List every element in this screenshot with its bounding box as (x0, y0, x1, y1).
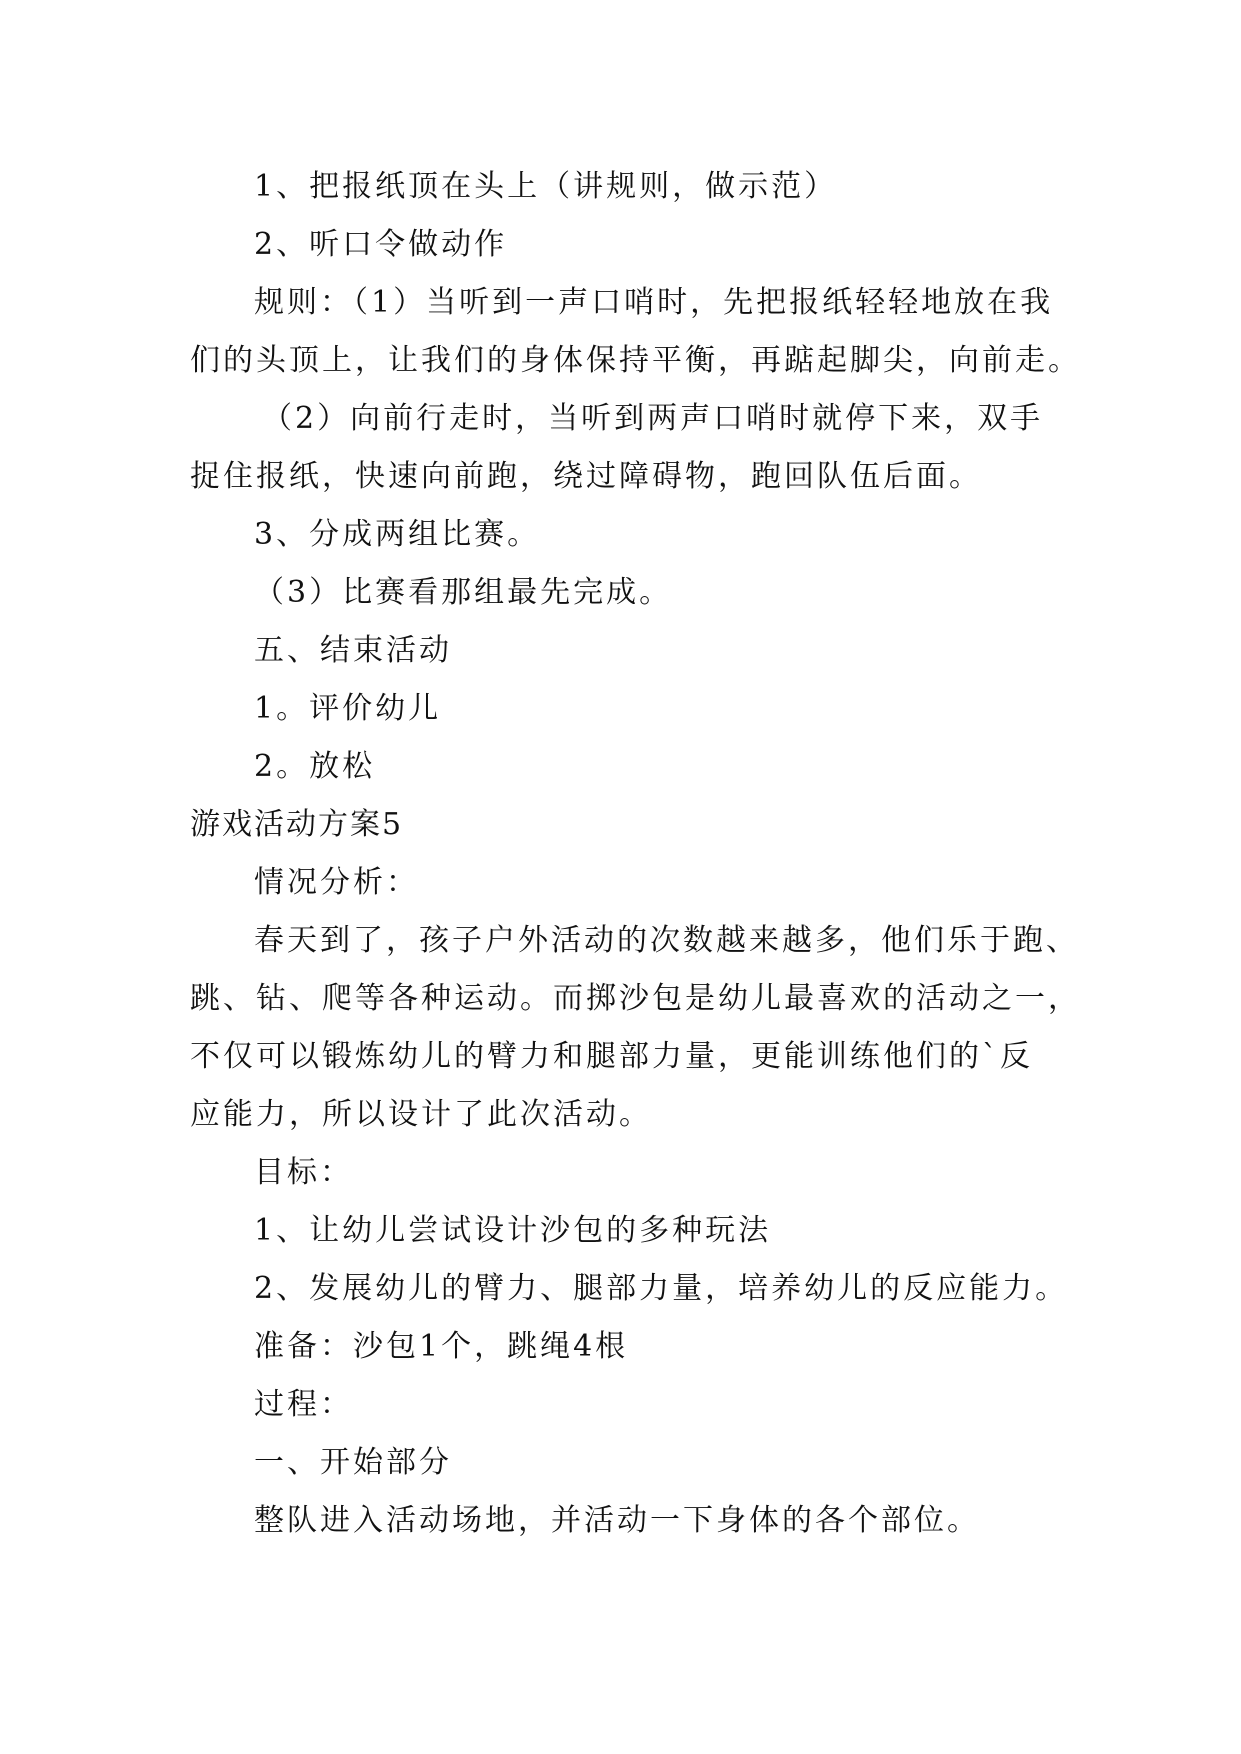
text-line: 2、听口令做动作 (254, 227, 508, 262)
heading-line: 一、开始部分 (254, 1445, 452, 1480)
text-line: 跳、钻、爬等各种运动。而掷沙包是幼儿最喜欢的活动之一， (190, 981, 1081, 1016)
heading-line: 五、结束活动 (254, 633, 452, 668)
text-line: （2）向前行走时，当听到两声口哨时就停下来，双手 (262, 401, 1044, 436)
document-body (190, 158, 1081, 1550)
text-line: 3、分成两组比赛。 (254, 517, 541, 552)
text-line: 应能力，所以设计了此次活动。 (190, 1097, 652, 1132)
text-line: 春天到了，孩子户外活动的次数越来越多，他们乐于跑、 (254, 923, 1079, 958)
text-line: 1。评价幼儿 (254, 691, 442, 726)
heading-line: 目标： (254, 1155, 353, 1190)
text-line: 准备：沙包1个，跳绳4根 (254, 1329, 629, 1364)
text-line: 整队进入活动场地，并活动一下身体的各个部位。 (254, 1503, 980, 1538)
text-line: （3）比赛看那组最先完成。 (254, 575, 673, 610)
section-title: 游戏活动方案5 (190, 807, 404, 842)
heading-line: 情况分析： (254, 865, 419, 900)
text-line: 2、发展幼儿的臂力、腿部力量，培养幼儿的反应能力。 (254, 1271, 1069, 1306)
text-line: 捉住报纸，快速向前跑，绕过障碍物，跑回队伍后面。 (190, 459, 982, 494)
text-line: 规则：（1）当听到一声口哨时，先把报纸轻轻地放在我 (254, 285, 1054, 320)
heading-line: 过程： (254, 1387, 353, 1422)
text-line: 1、把报纸顶在头上（讲规则，做示范） (254, 169, 838, 204)
text-line: 不仅可以锻炼幼儿的臂力和腿部力量，更能训练他们的`反 (190, 1039, 1033, 1074)
text-line: 们的头顶上，让我们的身体保持平衡，再踮起脚尖，向前走。 (190, 343, 1081, 378)
text-line: 1、让幼儿尝试设计沙包的多种玩法 (254, 1213, 772, 1248)
text-line: 2。放松 (254, 749, 376, 784)
